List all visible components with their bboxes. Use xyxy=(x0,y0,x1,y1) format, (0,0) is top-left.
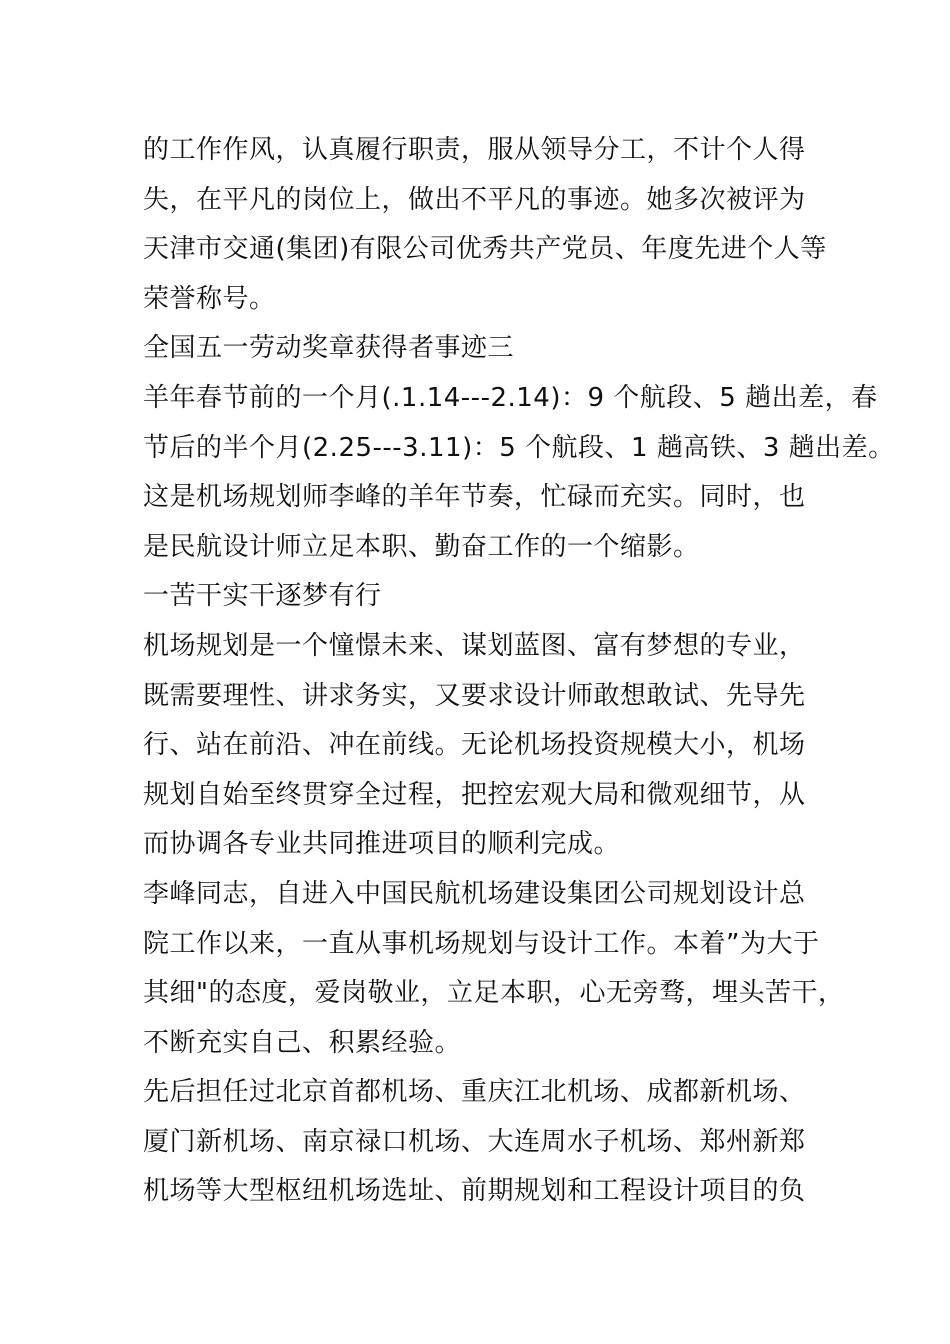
text-line: 荣誉称号。 xyxy=(143,283,276,314)
text-line: 是民航设计师立足本职、勤奋工作的一个缩影。 xyxy=(143,531,700,562)
text-line: 行、站在前沿、冲在前线。无论机场投资规模大小，机场 xyxy=(143,730,806,761)
text-line: 不断充实自己、积累经验。 xyxy=(143,1027,462,1058)
text-line: 失，在平凡的岗位上，做出不平凡的事迹。她多次被评为 xyxy=(143,184,806,215)
text-line: 节后的半个月(2.25---3.11)：5 个航段、1 趟高铁、3 趟出差。 xyxy=(143,432,895,463)
text-line: 先后担任过北京首都机场、重庆江北机场、成都新机场、 xyxy=(143,1077,806,1108)
text-line: 规划自始至终贯穿全过程，把控宏观大局和微观细节，从 xyxy=(143,779,806,810)
text-line: 羊年春节前的一个月(.1.14---2.14)：9 个航段、5 趟出差，春 xyxy=(143,382,878,413)
text-line: 院工作以来，一直从事机场规划与设计工作。本着”为大于 xyxy=(143,928,820,959)
text-line: 机场规划是一个憧憬未来、谋划蓝图、富有梦想的专业， xyxy=(143,630,806,661)
body-text xyxy=(143,126,895,1217)
text-line: 天津市交通(集团)有限公司优秀共产党员、年度先进个人等 xyxy=(143,234,827,265)
text-line: 机场等大型枢纽机场选址、前期规划和工程设计项目的负 xyxy=(143,1176,806,1207)
text-line: 这是机场规划师李峰的羊年节奏，忙碌而充实。同时，也 xyxy=(143,482,806,513)
text-line: 其细"的态度，爱岗敬业，立足本职，心无旁骛，埋头苦干， xyxy=(143,978,845,1009)
text-line: 的工作作风，认真履行职责，服从领导分工，不计个人得 xyxy=(143,135,806,165)
text-line: 而协调各专业共同推进项目的顺利完成。 xyxy=(143,829,621,860)
section-heading: 一苦干实干逐梦有行 xyxy=(143,581,382,612)
section-heading: 全国五一劳动奖章获得者事迹三 xyxy=(143,333,515,364)
text-line: 既需要理性、讲求务实，又要求设计师敢想敢试、先导先 xyxy=(143,680,806,711)
text-line: 李峰同志，自进入中国民航机场建设集团公司规划设计总 xyxy=(143,878,806,909)
text-line: 厦门新机场、南京禄口机场、大连周水子机场、郑州新郑 xyxy=(143,1126,806,1157)
